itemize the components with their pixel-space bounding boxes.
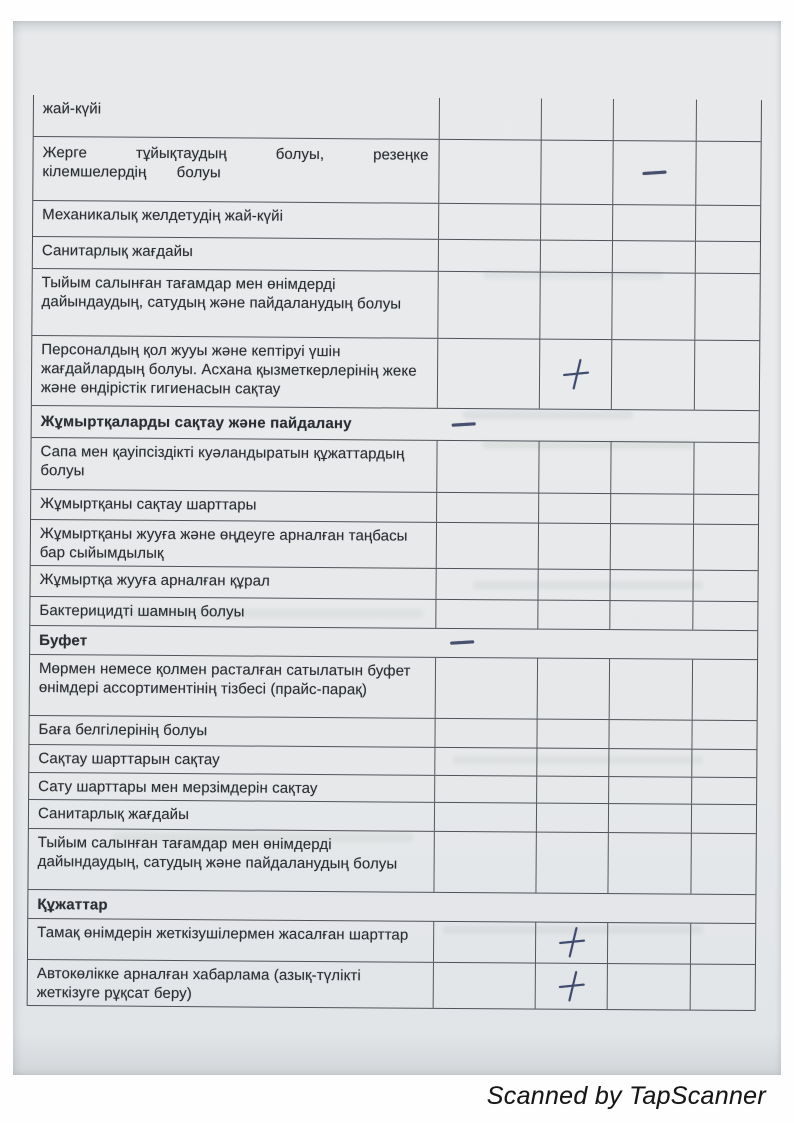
- check-cell: [434, 719, 536, 748]
- check-cell: [435, 569, 537, 600]
- check-cell: [536, 804, 608, 833]
- check-cell: [541, 99, 613, 141]
- row-text: Тамақ өнімдерін жеткізушілермен жасалған шарттар: [37, 924, 409, 944]
- check-cell: [611, 273, 694, 340]
- handwritten-dash-mark: [452, 422, 476, 426]
- check-cell: [691, 750, 756, 777]
- check-cell: [436, 441, 538, 493]
- check-cell: [540, 141, 612, 205]
- row-text: Механикалық желдетудің жай-күйі: [42, 206, 284, 225]
- check-cell: [536, 749, 608, 777]
- check-cell: [607, 833, 690, 894]
- check-cell: [536, 777, 608, 804]
- description-cell: [33, 137, 438, 203]
- check-cell: [610, 442, 693, 494]
- check-cell: [536, 720, 608, 749]
- row-text: Жұмыртқаны сақтау шарттары: [40, 495, 257, 514]
- check-cell: [537, 601, 609, 630]
- row-text: Сақтау шарттарын сақтау: [38, 750, 220, 769]
- check-cell: [434, 776, 536, 803]
- check-cell: [608, 720, 691, 749]
- row-text: Жұмыртқа жууға арналған құрал: [39, 571, 270, 590]
- table-row: [33, 201, 760, 242]
- description-cell: [28, 960, 433, 1008]
- check-cell: [690, 965, 755, 1010]
- handwritten-dash-mark: [450, 640, 474, 644]
- description-cell: [31, 520, 436, 568]
- row-text: Санитарлық жағдайы: [37, 805, 190, 824]
- check-cell: [612, 205, 695, 241]
- check-cell: [692, 571, 757, 601]
- check-cell: [538, 442, 610, 494]
- check-cell: [692, 660, 757, 720]
- check-cell: [696, 100, 761, 141]
- check-cell: [607, 923, 690, 964]
- check-cell: [609, 570, 692, 601]
- check-cell: [694, 341, 759, 410]
- check-cell: [438, 240, 540, 272]
- section-title: Жұмыртқаларды сақтау және пайдалану: [40, 413, 352, 433]
- table-row: [33, 137, 760, 206]
- check-cell: [437, 272, 539, 339]
- check-cell: [692, 602, 757, 630]
- check-cell: [610, 494, 693, 524]
- check-cell: [437, 339, 539, 409]
- table-row: [32, 269, 759, 341]
- row-text: жай-күйі: [42, 100, 102, 118]
- check-cell: [612, 241, 695, 273]
- table-row: [30, 566, 757, 602]
- row-text: Автокөлікке арналған хабарлама (азық-түлікті жеткізуге рұқсат беру): [36, 965, 361, 1003]
- description-cell: [30, 655, 435, 718]
- row-text: Мөрмен немесе қолмен расталған сатылатын буфет өнімдері ассортиментінің тізбесі (прайс-парақ): [38, 660, 411, 699]
- table-row: [31, 520, 758, 571]
- description-cell: [31, 490, 436, 522]
- section-title: Буфет: [39, 631, 88, 649]
- row-text: Персоналдың қол жууы және кептіруі үшін жағдайлардың болуы. Асхана қызметкерлерінің жеке және өндірістік гигиенасын сақтау: [40, 341, 417, 398]
- section-title: Құжаттар: [37, 895, 108, 914]
- row-text: Санитарлық жағдайы: [41, 242, 194, 261]
- handwritten-plus-mark: [561, 357, 589, 391]
- check-cell: [436, 493, 538, 523]
- check-cell: [540, 205, 612, 241]
- check-cell: [539, 340, 611, 410]
- description-cell: [28, 919, 433, 962]
- section-title-cell: [28, 894, 108, 914]
- row-text: Жұмыртқаны жууға және өңдеуге арналған таңбасы бар сыйымдылық: [39, 525, 408, 562]
- check-cell: [609, 601, 692, 630]
- check-cell: [433, 922, 535, 963]
- check-cell: [537, 570, 609, 601]
- check-cell: [607, 964, 690, 1010]
- check-cell: [435, 658, 537, 719]
- description-cell: [32, 336, 437, 408]
- check-cell: [690, 834, 755, 894]
- inspection-table: [27, 95, 762, 1011]
- check-cell: [439, 98, 541, 140]
- check-cell: [695, 242, 760, 273]
- description-cell: [29, 773, 434, 802]
- description-cell: [31, 566, 436, 599]
- row-text: Тыйым салынған тағамдар мен өнімдерді дайындаудың, сатудың және пайдаланудың болуы: [37, 834, 398, 873]
- check-cell: [438, 140, 540, 204]
- check-cell: [438, 204, 540, 240]
- table-row: [28, 960, 755, 1011]
- check-cell: [436, 523, 538, 569]
- check-cell: [694, 274, 759, 340]
- check-cell: [608, 749, 691, 777]
- row-text: Бактерицидті шамның болуы: [39, 602, 245, 621]
- check-cell: [695, 206, 760, 241]
- check-cell: [691, 805, 756, 833]
- check-cell: [433, 963, 535, 1009]
- check-cell: [693, 525, 758, 570]
- row-text: Тыйым салынған тағамдар мен өнімдерді дайындаудың, сатудың және пайдаланудың болуы: [41, 274, 402, 313]
- check-cell: [538, 524, 610, 570]
- check-cell: [693, 495, 758, 524]
- check-cell: [434, 748, 536, 776]
- check-cell: [539, 273, 611, 340]
- check-cell: [610, 524, 693, 570]
- description-cell: [29, 716, 434, 747]
- row-text: Баға белгілерінің болуы: [38, 721, 208, 740]
- check-cell: [537, 659, 609, 720]
- tapscanner-watermark: Scanned by TapScanner: [486, 1082, 766, 1110]
- section-title-cell: [30, 630, 87, 649]
- description-cell: [30, 597, 435, 628]
- check-cell: [435, 600, 537, 629]
- check-cell: [691, 721, 756, 749]
- table-row: [28, 829, 755, 895]
- check-cell: [535, 923, 607, 964]
- description-cell: [29, 800, 434, 831]
- check-cell: [690, 924, 755, 964]
- description-cell: [29, 745, 434, 775]
- check-cell: [540, 241, 612, 273]
- check-cell: [434, 803, 536, 832]
- row-text: Сату шарттары мен мерзімдерін сақтау: [38, 778, 318, 798]
- table-row: [34, 95, 761, 142]
- scanned-page: [13, 21, 781, 1075]
- check-cell: [538, 494, 610, 524]
- row-text: Жерге тұйықтаудың болуы, резеңке кілемшелердің болуы: [42, 144, 429, 182]
- description-cell: [33, 201, 438, 239]
- check-cell: [611, 340, 694, 410]
- table-row: [31, 438, 758, 495]
- section-title-cell: [32, 412, 352, 433]
- check-cell: [612, 141, 695, 205]
- description-cell: [34, 95, 439, 139]
- check-cell: [608, 777, 691, 804]
- row-text: Сапа мен қауіпсіздікті куәландыратын құжаттардың болуы: [40, 443, 405, 480]
- table-row: [33, 237, 760, 274]
- description-cell: [28, 829, 433, 892]
- handwritten-plus-mark: [557, 926, 585, 960]
- check-cell: [535, 833, 607, 894]
- description-cell: [33, 237, 438, 271]
- table-row: [30, 655, 757, 721]
- check-cell: [535, 964, 607, 1010]
- check-cell: [695, 142, 760, 205]
- table-row: [32, 336, 759, 411]
- description-cell: [31, 438, 436, 492]
- check-cell: [608, 804, 691, 833]
- section-row: [32, 406, 759, 443]
- table-row: [28, 919, 755, 965]
- check-cell: [613, 99, 696, 141]
- check-cell: [609, 659, 692, 720]
- description-cell: [32, 269, 437, 338]
- check-cell: [691, 778, 756, 804]
- handwritten-plus-mark: [557, 969, 585, 1003]
- handwritten-dash-mark: [642, 171, 666, 175]
- check-cell: [433, 832, 535, 893]
- check-cell: [693, 443, 758, 494]
